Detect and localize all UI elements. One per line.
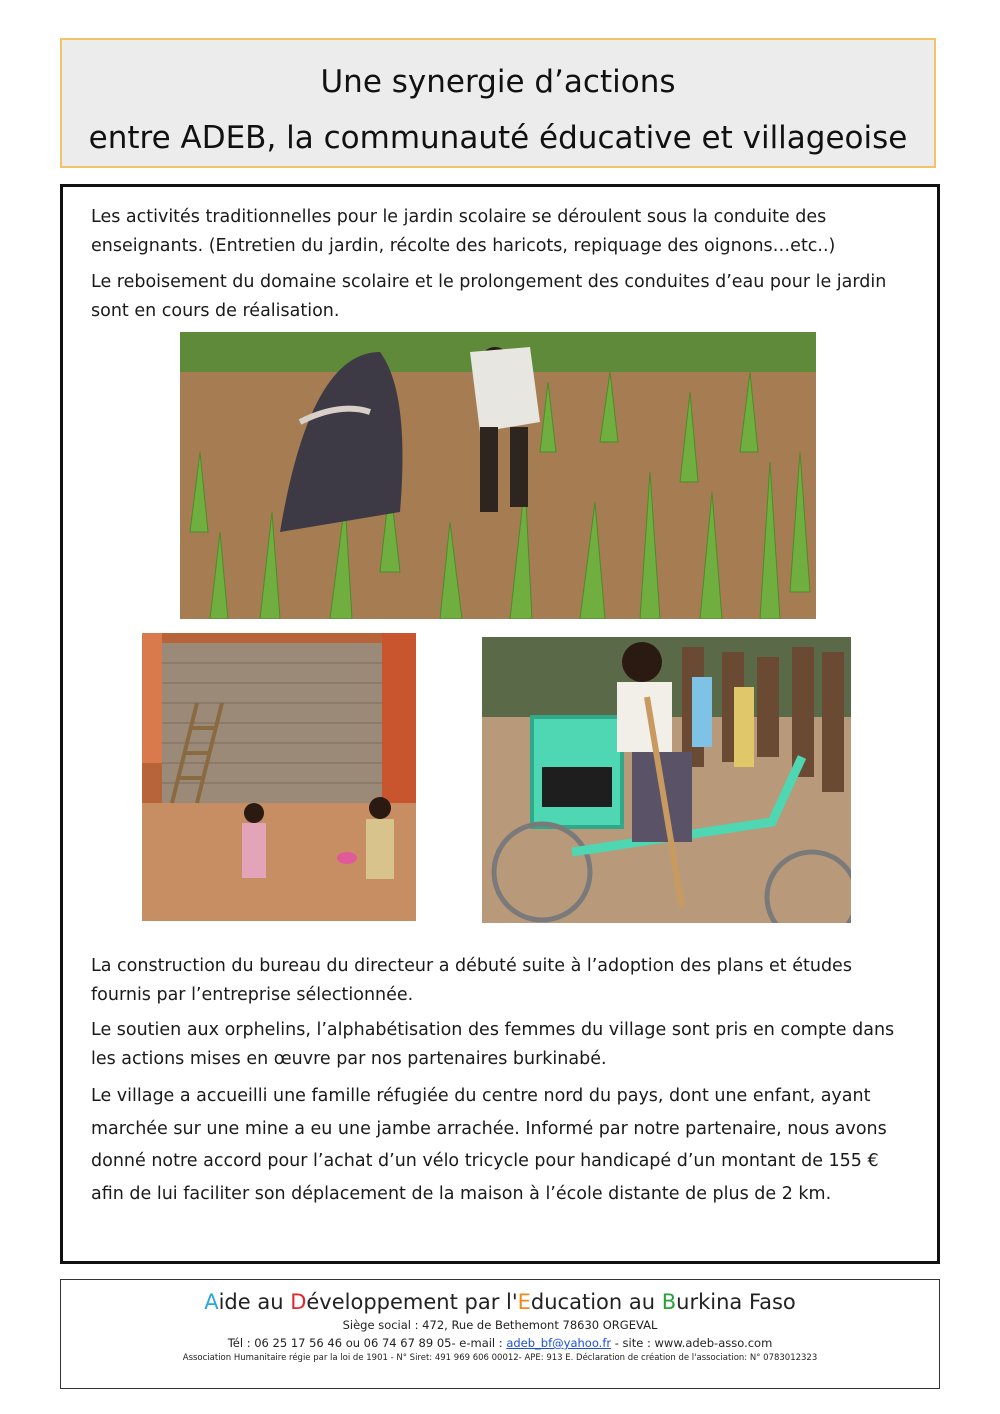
paragraph-director-office: La construction du bureau du directeur a débuté suite à l’adoption des plans et études fournis par l’entreprise sélectionnée. [91,956,852,1005]
footer-legal: Association Humanitaire régie par la loi de 1901 - N° Siret: 491 969 606 00012- APE: 913 E. Déclaration de création de l'association: N° 0783012323 [182,1353,818,1363]
footer-contact: Tél : 06 25 17 56 46 ou 06 74 67 89 05- e-mail : adeb_bf@yahoo.fr - site : www.adeb-asso.com [227,1336,773,1350]
title-banner [60,38,936,168]
paragraph-school-garden: Les activités traditionnelles pour le jardin scolaire se déroulent sous la conduite des enseignants. (Entretien du jardin, récolte des haricots, repiquage des oignons…etc..) [91,207,836,256]
paragraph-reforestation: Le reboisement du domaine scolaire et le prolongement des conduites d’eau pour le jardin sont en cours de réalisation. [91,272,887,321]
tricycle-photo [482,637,851,923]
footer-address: Siège social : 472, Rue de Bethemont 78630 ORGEVAL [342,1318,658,1332]
construction-photo [142,633,416,921]
paragraph-orphans-support: Le soutien aux orphelins, l’alphabétisation des femmes du village sont pris en compte dans les actions mises en œuvre par nos partenaires burkinabé. [91,1020,895,1069]
title-line-1: Une synergie d’actions [320,64,676,100]
garden-photo [180,332,816,619]
title-line-2: entre ADEB, la communauté éducative et villageoise [88,120,908,156]
content-frame [60,184,940,1264]
footer [60,1279,940,1389]
email-link[interactable]: adeb_bf@yahoo.fr [506,1336,612,1350]
paragraph-tricycle: Le village a accueilli une famille réfugiée du centre nord du pays, dont une enfant, ayant marchée sur une mine a eu une jambe arrachée. Informé par notre partenaire, nous avons donné notre accord pour l’achat d’un vélo tricycle pour handicapé d’un montant de 155 € afin de lui faciliter son déplacement de la maison à l’école distante de plus de 2 km. [91,1086,887,1204]
organization-name: Aide au Développement par l'Education au Burkina Faso [204,1290,796,1314]
